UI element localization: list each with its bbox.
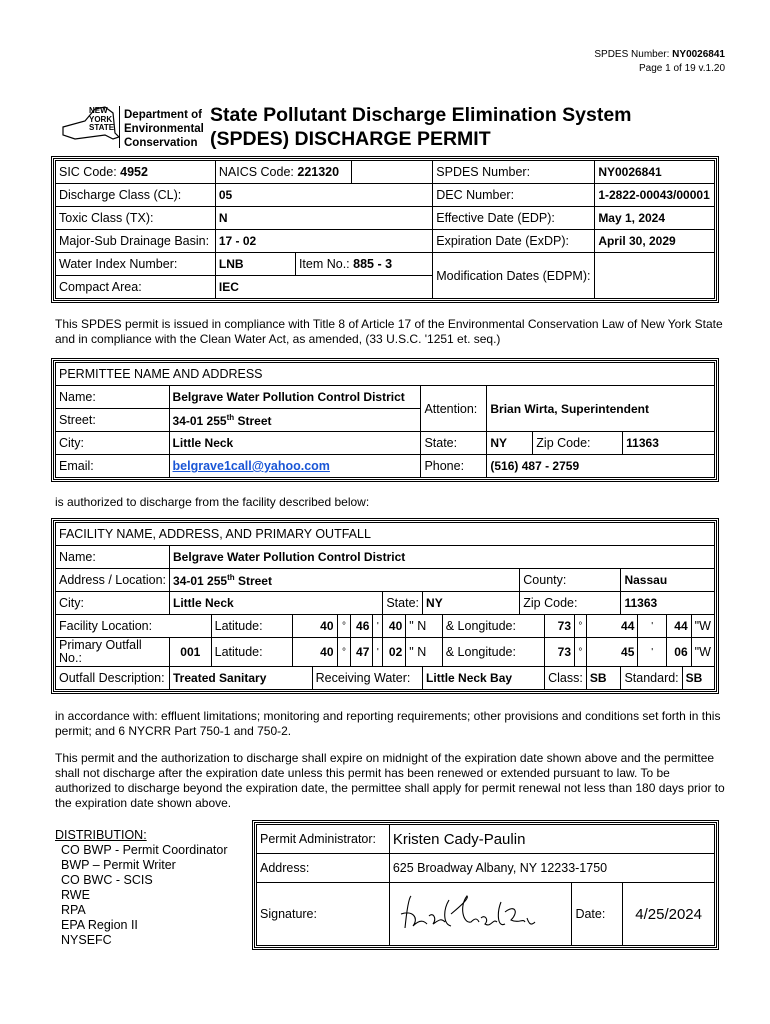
toxic-class: N [215,207,432,230]
administrator-name: Kristen Cady-Paulin [389,825,714,854]
receiving-water: Little Neck Bay [423,667,545,690]
version: v.1.20 [698,63,725,74]
list-item: BWP – Permit Writer [61,858,176,872]
outfall-lat-min: 47 [351,638,373,667]
modification-dates [595,253,715,299]
list-item: RPA [61,903,86,917]
accordance-statement: in accordance with: effluent limitations; monitoring and reporting requirements; other provisions and conditions set forth in this permit; and 6 NYCRR Part 750-1 and 750-2. [55,709,721,738]
facility-county: Nassau [621,569,715,592]
distribution-list [55,828,227,948]
authorized-statement: is authorized to discharge from the facility described below: [55,495,370,509]
outfall-lon-min: 45 [586,638,638,667]
distribution-heading: DISTRIBUTION: [55,828,147,842]
outfall-description: Treated Sanitary [170,667,313,690]
facility-heading: FACILITY NAME, ADDRESS, AND PRIMARY OUTFALL [56,523,715,546]
sic-code: 4952 [120,165,148,179]
ny-state-wordmark: NEW YORK STATE [89,106,115,132]
facility-lat-min: 46 [351,615,373,638]
list-item: EPA Region II [61,918,138,932]
facility-address: 34-01 255th Street [170,569,520,592]
list-item: CO BWP - Permit Coordinator [61,843,228,857]
document-title: State Pollutant Discharge Elimination System (SPDES) DISCHARGE PERMIT [210,104,632,150]
water-standard: SB [682,667,714,690]
department-name: Department of Environmental Conservation [124,109,204,149]
permittee-state: NY [487,432,533,455]
compact-area: IEC [215,276,432,299]
administrator-address: 625 Broadway Albany, NY 12233-1750 [389,854,714,883]
list-item: RWE [61,888,90,902]
facility-lat-sec: 40 [383,615,406,638]
permittee-email-link[interactable]: belgrave1call@yahoo.com [172,459,330,473]
permittee-phone: (516) 487 - 2759 [487,455,715,478]
facility-lon-deg: 73 [545,615,575,638]
item-number: 885 - 3 [353,257,393,271]
signature-date: 4/25/2024 [623,883,715,946]
discharge-class: 05 [215,184,432,207]
naics-code: 221320 [297,165,340,179]
permittee-city: Little Neck [169,432,421,455]
attention: Brian Wirta, Superintendent [487,386,715,432]
effective-date: May 1, 2024 [595,207,715,230]
expiration-date: April 30, 2029 [595,230,715,253]
outfall-lat-sec: 02 [383,638,406,667]
list-item: CO BWC - SCIS [61,873,153,887]
water-index: LNB [215,253,295,276]
facility-lat-deg: 40 [292,615,337,638]
permittee-name: Belgrave Water Pollution Control District [169,386,421,409]
outfall-lon-deg: 73 [545,638,575,667]
handwritten-signature [393,888,543,938]
facility-name: Belgrave Water Pollution Control District [170,546,715,569]
signature [389,883,572,946]
spdes-number-label: SPDES Number: [594,49,670,60]
facility-zip: 11363 [621,592,715,615]
permittee-table: PERMITTEE NAME AND ADDRESS Name: Belgrave Water Pollution Control District Attention: Brian Wirta, Superintendent Street: 34-01 255th Street City: Little Neck State: NY Zip Code: 11363 Email: belgrave1call@yahoo.com Phone: (516) 487 - 2759 [55,362,715,478]
logo-divider [119,106,120,148]
expiry-statement: This permit and the authorization to discharge shall expire on midnight of the expiration date shown above and the permittee shall not discharge after the expiration date unless this permit has been renewed or extended pursuant to law. To be authorized to discharge beyond the expiration date, the permittee shall apply for permit renewal not less than 180 days prior to the expiration date shown above. [55,751,725,810]
list-item: NYSEFC [61,933,112,947]
facility-state: NY [423,592,520,615]
spdes-number: NY0026841 [672,49,725,60]
permittee-heading: PERMITTEE NAME AND ADDRESS [56,363,715,386]
spdes-value: NY0026841 [595,161,715,184]
permittee-zip: 11363 [623,432,715,455]
modification-dates-label: Modification Dates (EDPM): [433,253,595,299]
page-number: Page 1 of 19 [639,63,696,74]
page-header [594,48,725,76]
outfall-lon-sec: 06 [667,638,692,667]
water-class: SB [586,667,621,690]
outfall-lat-deg: 40 [292,638,337,667]
spdes-label: SPDES Number: [433,161,595,184]
facility-lon-min: 44 [586,615,638,638]
compliance-statement: This SPDES permit is issued in compliance with Title 8 of Article 17 of the Environmental Conservation Law of New York State and in compliance with the Clean Water Act, as amended, (33 U.S.C. '1251 et. seq.) [55,317,723,346]
summary-table: SIC Code: 4952 NAICS Code: 221320 SPDES Number: NY0026841 Discharge Class (CL): 05 DEC Number: 1-2822-00043/00001 Toxic Class (TX): N Effective Date (EDP): May 1, 2024 Major-Sub Drainage Basin: 17 - 02 Expiration Date (ExDP): April 30, 2029 Water Index Number: LNB Item No.: 885 - 3 Modification Dates (EDPM): Compact Area: IEC [55,160,715,299]
facility-table: FACILITY NAME, ADDRESS, AND PRIMARY OUTFALL Name: Belgrave Water Pollution Control District Address / Location: 34-01 255th Street County: Nassau City: Little Neck State: NY Zip Code: 11363 Facility Location: Latitude: 40 ° 46 ' 40 " N & Longitude: 73 ° 44 ' 44 "W Primary Outfall No.: 001 Latitude: 40 ° 47 ' 02 " N & Longitude: 73 ° 45 ' 06 "W Outfall Description: Treated Sanitary Receiving Water: Little Neck Bay Class: SB Standard: SB [55,522,715,690]
facility-city: Little Neck [170,592,383,615]
administrator-table: Permit Administrator: Kristen Cady-Paulin Address: 625 Broadway Albany, NY 12233-1750 Signature: Date: 4/25/2024 [256,824,715,946]
facility-lon-sec: 44 [667,615,692,638]
permittee-street: 34-01 255th Street [169,409,421,432]
drainage-basin: 17 - 02 [215,230,432,253]
dec-number: 1-2822-00043/00001 [595,184,715,207]
outfall-number: 001 [170,638,212,667]
